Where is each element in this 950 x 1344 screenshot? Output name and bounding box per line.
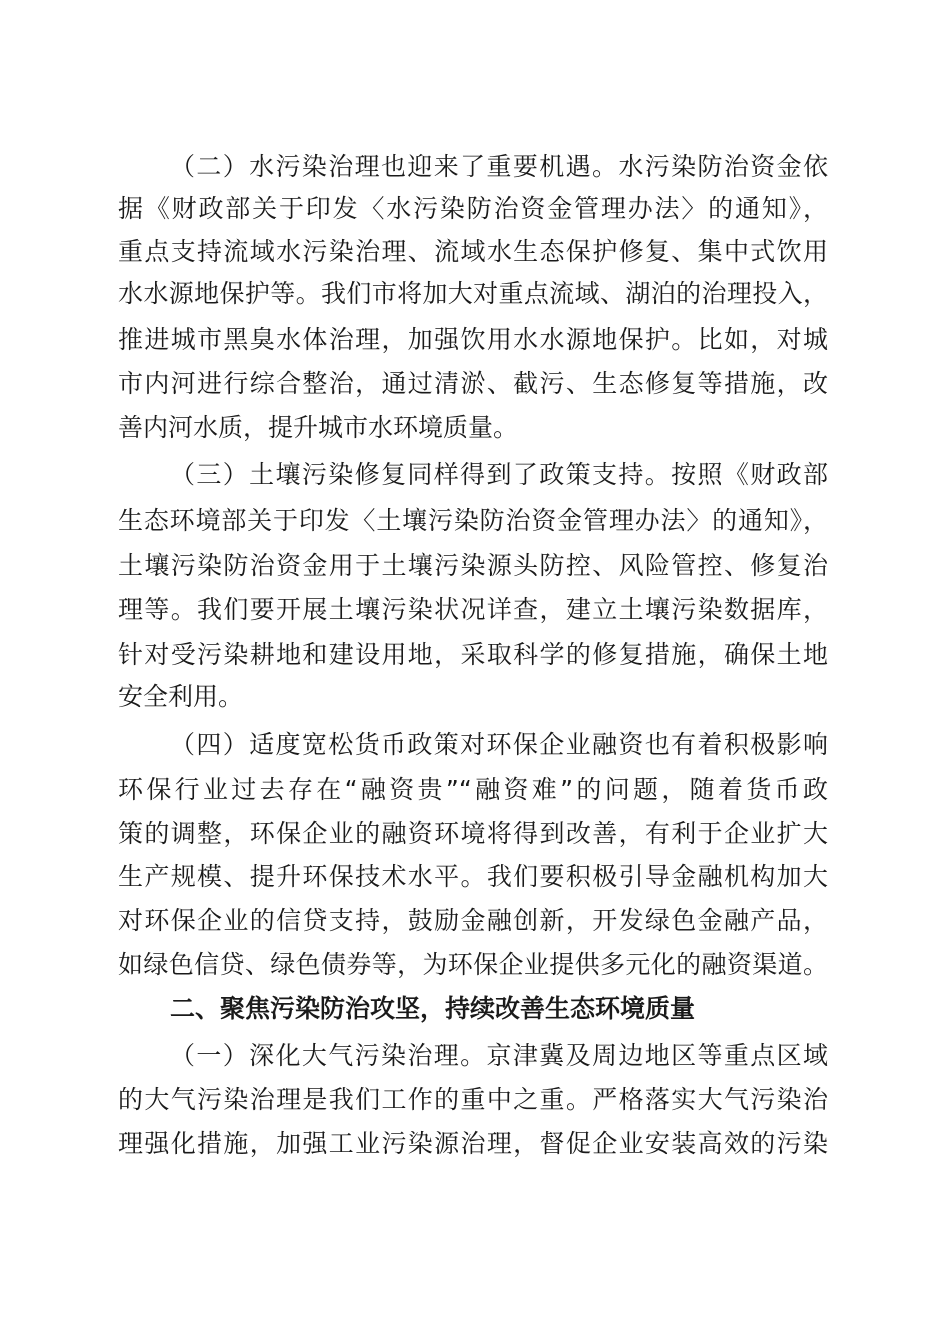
paragraph-finance-line-1: （四）适度宽松货币政策对环保企业融资也有着积极影响 <box>170 730 828 759</box>
paragraph-water-line-2: 据《财政部关于印发〈水污染防治资金管理办法〉的通知》， <box>118 194 828 223</box>
paragraph-finance-line-2: 环保行业过去存在“融资贵”“融资难”的问题，随着货币政 <box>118 775 828 804</box>
paragraph-water-line-7: 善内河水质，提升城市水环境质量。 <box>118 413 519 442</box>
paragraph-soil-line-2: 生态环境部关于印发〈土壤污染防治资金管理办法〉的通知》， <box>118 506 828 535</box>
paragraph-soil-line-3: 土壤污染防治资金用于土壤污染源头防控、风险管控、修复治 <box>118 551 828 580</box>
paragraph-soil-line-1: （三）土壤污染修复同样得到了政策支持。按照《财政部 <box>170 460 828 489</box>
paragraph-soil-line-6: 安全利用。 <box>118 682 244 711</box>
paragraph-air-line-1: （一）深化大气污染治理。京津冀及周边地区等重点区域 <box>170 1041 828 1070</box>
paragraph-finance-line-4: 生产规模、提升环保技术水平。我们要积极引导金融机构加大 <box>118 862 828 891</box>
paragraph-soil-line-5: 针对受污染耕地和建设用地，采取科学的修复措施，确保土地 <box>118 640 828 669</box>
paragraph-finance-line-3: 策的调整，环保企业的融资环境将得到改善，有利于企业扩大 <box>118 819 828 848</box>
paragraph-water-line-3: 重点支持流域水污染治理、流域水生态保护修复、集中式饮用 <box>118 237 828 266</box>
paragraph-finance-line-6: 如绿色信贷、绿色债券等，为环保企业提供多元化的融资渠道。 <box>118 950 828 979</box>
section-heading: 二、聚焦污染防治攻坚，持续改善生态环境质量 <box>170 994 696 1023</box>
paragraph-air-line-2: 的大气污染治理是我们工作的重中之重。严格落实大气污染治 <box>118 1085 828 1114</box>
paragraph-water-line-4: 水水源地保护等。我们市将加大对重点流域、湖泊的治理投入， <box>118 279 828 308</box>
paragraph-water-line-5: 推进城市黑臭水体治理，加强饮用水水源地保护。比如，对城 <box>118 325 828 354</box>
paragraph-water-line-6: 市内河进行综合整治，通过清淤、截污、生态修复等措施，改 <box>118 369 828 398</box>
paragraph-soil-line-4: 理等。我们要开展土壤污染状况详查，建立土壤污染数据库， <box>118 595 828 624</box>
paragraph-finance-line-5: 对环保企业的信贷支持，鼓励金融创新，开发绿色金融产品， <box>118 906 828 935</box>
paragraph-air-line-3: 理强化措施，加强工业污染源治理，督促企业安装高效的污染 <box>118 1129 828 1158</box>
paragraph-water-line-1: （二）水污染治理也迎来了重要机遇。水污染防治资金依 <box>170 152 828 181</box>
